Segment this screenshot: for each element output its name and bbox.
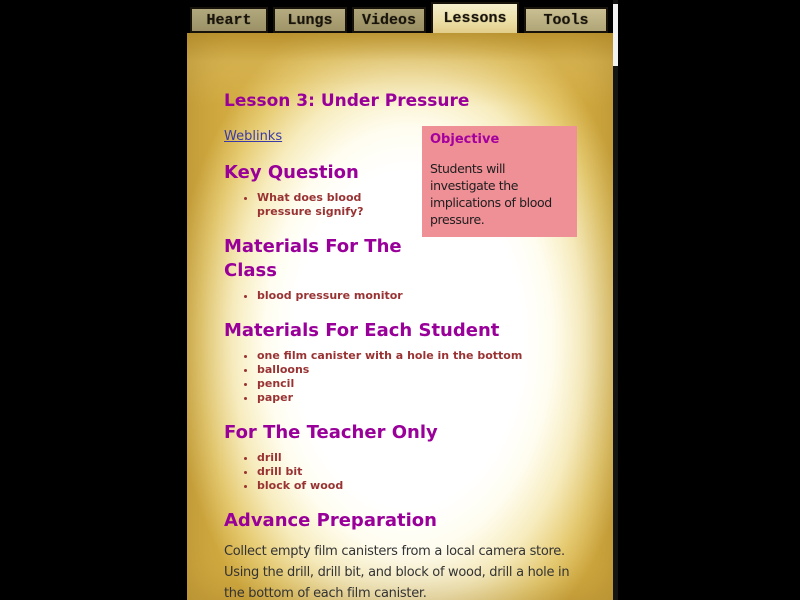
section-heading-advance-preparation: Advance Preparation: [224, 510, 437, 531]
bullet-item: • drill bit: [257, 465, 577, 479]
section-heading-materials-student: Materials For Each Student: [224, 320, 500, 341]
advance-preparation-paragraph: Collect empty film canisters from a local camera store. Using the drill, drill bit, and block of wood, drill a hole in the bottom of each film canister.: [224, 544, 570, 600]
bullet-item: • one film canister with a hole in the bottom: [257, 349, 577, 363]
bullet-item: • pencil: [257, 377, 577, 391]
objective-box: [422, 126, 577, 237]
page-title: Lesson 3: Under Pressure: [224, 91, 470, 111]
lesson-page: [187, 33, 613, 600]
bullet-item: • blood pressure monitor: [257, 289, 577, 303]
bullet-item: • balloons: [257, 363, 577, 377]
bullet-item: • block of wood: [257, 479, 577, 493]
tab-videos[interactable]: Videos: [352, 7, 426, 33]
objective-heading: Objective: [430, 132, 500, 147]
navigation-tabbar: [187, 0, 613, 33]
lesson-content: [187, 33, 613, 600]
bullet-item: • paper: [257, 391, 577, 405]
bullet-item: • drill: [257, 451, 577, 465]
tab-lessons[interactable]: Lessons: [431, 2, 519, 33]
section-heading-key-question: Key Question: [224, 162, 359, 183]
scrollbar-thumb[interactable]: [613, 4, 618, 66]
materials-class-list: [224, 289, 577, 303]
materials-student-list: [224, 349, 577, 405]
site-frame: [187, 0, 613, 600]
tab-heart[interactable]: Heart: [190, 7, 268, 33]
scrollbar[interactable]: [613, 0, 618, 600]
section-heading-teacher-only: For The Teacher Only: [224, 422, 438, 443]
objective-text: Students will investigate the implications of blood pressure.: [430, 161, 552, 227]
tab-lungs[interactable]: Lungs: [273, 7, 347, 33]
tab-tools[interactable]: Tools: [524, 7, 608, 33]
weblinks-link[interactable]: Weblinks: [224, 129, 283, 144]
section-heading-materials-class: Materials For The Class: [224, 236, 402, 281]
bullet-item: • What does blood pressure signify?: [257, 191, 577, 219]
teacher-only-list: [224, 451, 577, 493]
